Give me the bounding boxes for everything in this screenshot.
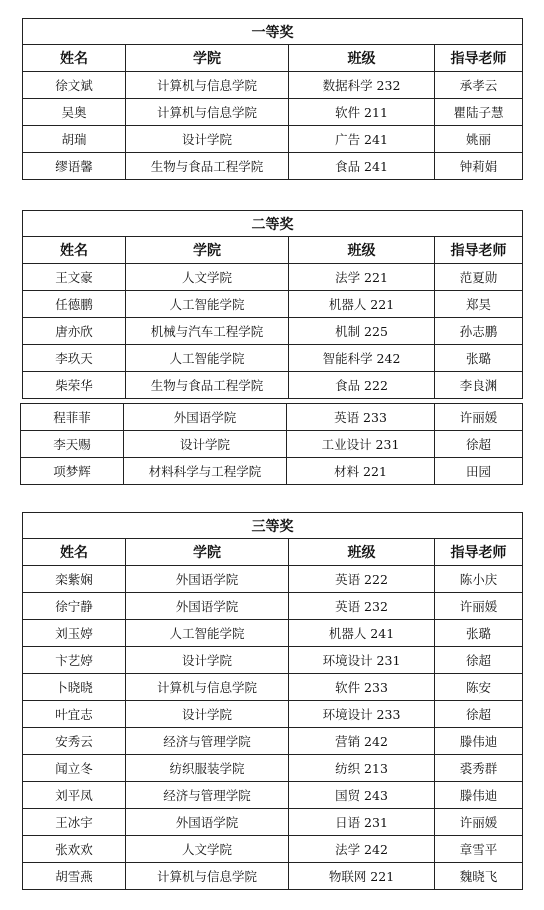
student-name: 安秀云	[23, 728, 126, 755]
college: 设计学院	[126, 701, 289, 728]
class: 英语 222	[289, 566, 435, 593]
advisor: 许丽媛	[435, 809, 523, 836]
header-name: 姓名	[23, 45, 126, 72]
college: 经济与管理学院	[126, 782, 289, 809]
class: 英语 232	[289, 593, 435, 620]
student-name: 叶宜志	[23, 701, 126, 728]
first-prize-rows	[23, 72, 523, 180]
college: 外国语学院	[126, 809, 289, 836]
third-prize-table	[22, 512, 523, 890]
table-row	[23, 153, 523, 180]
student-name: 胡瑞	[23, 126, 126, 153]
advisor: 陈安	[435, 674, 523, 701]
student-name: 吴奥	[23, 99, 126, 126]
table-row	[23, 372, 523, 399]
class: 软件 233	[289, 674, 435, 701]
table-row	[21, 458, 523, 485]
college: 计算机与信息学院	[126, 863, 289, 890]
table-row	[23, 728, 523, 755]
student-name: 闻立冬	[23, 755, 126, 782]
header-college: 学院	[126, 45, 289, 72]
advisor: 张璐	[435, 620, 523, 647]
advisor: 钟莉娟	[435, 153, 523, 180]
table-row	[23, 620, 523, 647]
advisor: 滕伟迪	[435, 782, 523, 809]
class: 国贸 243	[289, 782, 435, 809]
student-name: 程菲菲	[21, 404, 124, 431]
table-row	[23, 809, 523, 836]
advisor: 章雪平	[435, 836, 523, 863]
class: 日语 231	[289, 809, 435, 836]
college: 生物与食品工程学院	[126, 372, 289, 399]
advisor: 田园	[435, 458, 523, 485]
student-name: 徐文斌	[23, 72, 126, 99]
college: 经济与管理学院	[126, 728, 289, 755]
table-row	[23, 701, 523, 728]
class: 智能科学 242	[289, 345, 435, 372]
class: 机器人 241	[289, 620, 435, 647]
student-name: 王冰宇	[23, 809, 126, 836]
advisor: 许丽媛	[435, 404, 523, 431]
table-row	[23, 345, 523, 372]
student-name: 李玖天	[23, 345, 126, 372]
header-name: 姓名	[23, 237, 126, 264]
class: 工业设计 231	[287, 431, 435, 458]
table-row	[23, 593, 523, 620]
table-row	[23, 318, 523, 345]
student-name: 刘平凤	[23, 782, 126, 809]
college: 设计学院	[126, 126, 289, 153]
table-row	[23, 291, 523, 318]
college: 人文学院	[126, 264, 289, 291]
college: 人工智能学院	[126, 620, 289, 647]
header-class: 班级	[289, 539, 435, 566]
table-row	[23, 264, 523, 291]
header-name: 姓名	[23, 539, 126, 566]
class: 物联网 221	[289, 863, 435, 890]
student-name: 唐亦欣	[23, 318, 126, 345]
advisor: 郑昊	[435, 291, 523, 318]
student-name: 徐宁静	[23, 593, 126, 620]
class: 机器人 221	[289, 291, 435, 318]
class: 环境设计 231	[289, 647, 435, 674]
advisor: 滕伟迪	[435, 728, 523, 755]
college: 外国语学院	[126, 566, 289, 593]
advisor: 陈小庆	[435, 566, 523, 593]
student-name: 刘玉婷	[23, 620, 126, 647]
college: 生物与食品工程学院	[126, 153, 289, 180]
advisor: 许丽媛	[435, 593, 523, 620]
advisor: 姚丽	[435, 126, 523, 153]
college: 人工智能学院	[126, 345, 289, 372]
table-row	[21, 404, 523, 431]
header-class: 班级	[289, 237, 435, 264]
college: 外国语学院	[126, 593, 289, 620]
student-name: 王文豪	[23, 264, 126, 291]
college: 计算机与信息学院	[126, 72, 289, 99]
table-row	[23, 99, 523, 126]
student-name: 栾紫娴	[23, 566, 126, 593]
class: 法学 242	[289, 836, 435, 863]
class: 环境设计 233	[289, 701, 435, 728]
student-name: 任德鹏	[23, 291, 126, 318]
advisor: 魏晓飞	[435, 863, 523, 890]
table-row	[21, 431, 523, 458]
header-class: 班级	[289, 45, 435, 72]
class: 法学 221	[289, 264, 435, 291]
advisor: 范夏勋	[435, 264, 523, 291]
college: 设计学院	[126, 647, 289, 674]
student-name: 李天赐	[21, 431, 124, 458]
first-prize-title: 一等奖	[23, 19, 523, 45]
class: 食品 241	[289, 153, 435, 180]
class: 英语 233	[287, 404, 435, 431]
table-row	[23, 647, 523, 674]
class: 营销 242	[289, 728, 435, 755]
student-name: 胡雪燕	[23, 863, 126, 890]
class: 数据科学 232	[289, 72, 435, 99]
table-row	[23, 836, 523, 863]
second-prize-rows-continued	[21, 404, 523, 485]
class: 广告 241	[289, 126, 435, 153]
advisor: 裘秀群	[435, 755, 523, 782]
advisor: 瞿陆子慧	[435, 99, 523, 126]
table-row	[23, 755, 523, 782]
student-name: 卜晓晓	[23, 674, 126, 701]
college: 计算机与信息学院	[126, 674, 289, 701]
header-advisor: 指导老师	[435, 45, 523, 72]
advisor: 张璐	[435, 345, 523, 372]
class: 软件 211	[289, 99, 435, 126]
college: 机械与汽车工程学院	[126, 318, 289, 345]
advisor: 承孝云	[435, 72, 523, 99]
college: 外国语学院	[124, 404, 287, 431]
college: 计算机与信息学院	[126, 99, 289, 126]
advisor: 李良渊	[435, 372, 523, 399]
class: 材料 221	[287, 458, 435, 485]
header-advisor: 指导老师	[435, 539, 523, 566]
student-name: 张欢欢	[23, 836, 126, 863]
class: 食品 222	[289, 372, 435, 399]
first-prize-table	[22, 18, 523, 180]
college: 材料科学与工程学院	[124, 458, 287, 485]
header-advisor: 指导老师	[435, 237, 523, 264]
third-prize-rows	[23, 566, 523, 890]
college: 纺织服装学院	[126, 755, 289, 782]
second-prize-title: 二等奖	[23, 211, 523, 237]
table-row	[23, 782, 523, 809]
student-name: 卞艺婷	[23, 647, 126, 674]
table-row	[23, 126, 523, 153]
header-college: 学院	[126, 539, 289, 566]
second-prize-table-continued	[20, 403, 523, 485]
advisor: 徐超	[435, 647, 523, 674]
college: 人文学院	[126, 836, 289, 863]
second-prize-table	[22, 210, 523, 399]
advisor: 徐超	[435, 701, 523, 728]
table-row	[23, 72, 523, 99]
table-row	[23, 566, 523, 593]
college: 人工智能学院	[126, 291, 289, 318]
student-name: 项梦辉	[21, 458, 124, 485]
header-college: 学院	[126, 237, 289, 264]
class: 纺织 213	[289, 755, 435, 782]
second-prize-rows	[23, 264, 523, 399]
student-name: 柴荣华	[23, 372, 126, 399]
student-name: 缪语馨	[23, 153, 126, 180]
table-row	[23, 863, 523, 890]
table-row	[23, 674, 523, 701]
third-prize-title: 三等奖	[23, 513, 523, 539]
class: 机制 225	[289, 318, 435, 345]
advisor: 徐超	[435, 431, 523, 458]
advisor: 孙志鹏	[435, 318, 523, 345]
college: 设计学院	[124, 431, 287, 458]
